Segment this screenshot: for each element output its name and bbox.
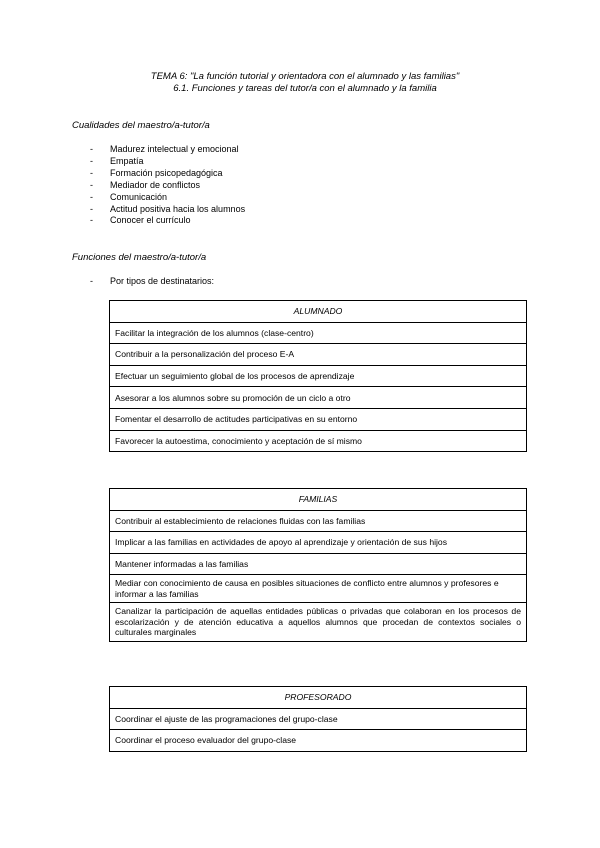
list-bullet: - (90, 167, 93, 178)
document-header (0, 71, 600, 95)
list-bullet: - (90, 276, 93, 286)
list-item: - Mediador de conflictos (90, 179, 201, 190)
table-row: Fomentar el desarrollo de actitudes participativas en su entorno (110, 408, 527, 430)
familias-table (109, 488, 527, 642)
table-row: Asesorar a los alumnos sobre su promoción de un ciclo a otro (110, 387, 527, 409)
list-item: - Madurez intelectual y emocional (90, 144, 239, 154)
list-bullet: - (90, 179, 93, 190)
list-bullet: - (90, 155, 93, 166)
list-item: - Actitud positiva hacia los alumnos (90, 203, 246, 214)
table-row: Implicar a las familias en actividades de apoyo al aprendizaje y orientación de sus hijos (110, 532, 527, 554)
profesorado-table (109, 686, 527, 752)
table-row: Coordinar el proceso evaluador del grupo-clase (110, 730, 527, 752)
list-bullet: - (90, 203, 93, 214)
header-subtitle: 6.1. Funciones y tareas del tutor/a con el alumnado y la familia (173, 83, 437, 94)
table-row: Contribuir al establecimiento de relaciones fluidas con las familias (110, 510, 527, 532)
table-row: Facilitar la integración de los alumnos (clase-centro) (110, 322, 527, 344)
list-bullet: - (90, 215, 93, 226)
table-title: PROFESORADO (110, 687, 527, 709)
list-bullet: - (90, 144, 93, 154)
table-row: Mantener informadas a las familias (110, 553, 527, 575)
table-row: Canalizar la participación de aquellas entidades públicas o privadas que colaboran en los procesos de escolarización y de atención educativa a aquellos alumnos que procedan de contextos sociales o culturales marginales (110, 603, 527, 642)
qualities-list (90, 144, 245, 227)
header-title: TEMA 6: "La función tutorial y orientadora con el alumnado y las familias" (150, 71, 460, 82)
table-title: FAMILIAS (110, 489, 527, 511)
list-bullet: - (90, 191, 93, 202)
table-row: Mediar con conocimiento de causa en posibles situaciones de conflicto entre alumnos y profesores e informar a las familias (110, 575, 527, 603)
list-item: - Formación psicopedagógica (90, 167, 223, 178)
table-title: ALUMNADO (110, 301, 527, 323)
functions-heading: Funciones del maestro/a-tutor/a (72, 252, 207, 263)
table-row: Favorecer la autoestima, conocimiento y aceptación de sí mismo (110, 430, 527, 452)
alumnado-table (109, 300, 527, 452)
qualities-heading: Cualidades del maestro/a-tutor/a (72, 120, 210, 131)
list-item: - Empatía (90, 155, 144, 166)
list-item: - Conocer el currículo (90, 215, 191, 226)
table-row: Contribuir a la personalización del proceso E-A (110, 344, 527, 366)
table-row: Efectuar un seguimiento global de los procesos de aprendizaje (110, 365, 527, 387)
functions-subheading: - Por tipos de destinatarios: (90, 276, 215, 286)
table-row: Coordinar el ajuste de las programaciones del grupo-clase (110, 708, 527, 730)
list-item: - Comunicación (90, 191, 168, 202)
